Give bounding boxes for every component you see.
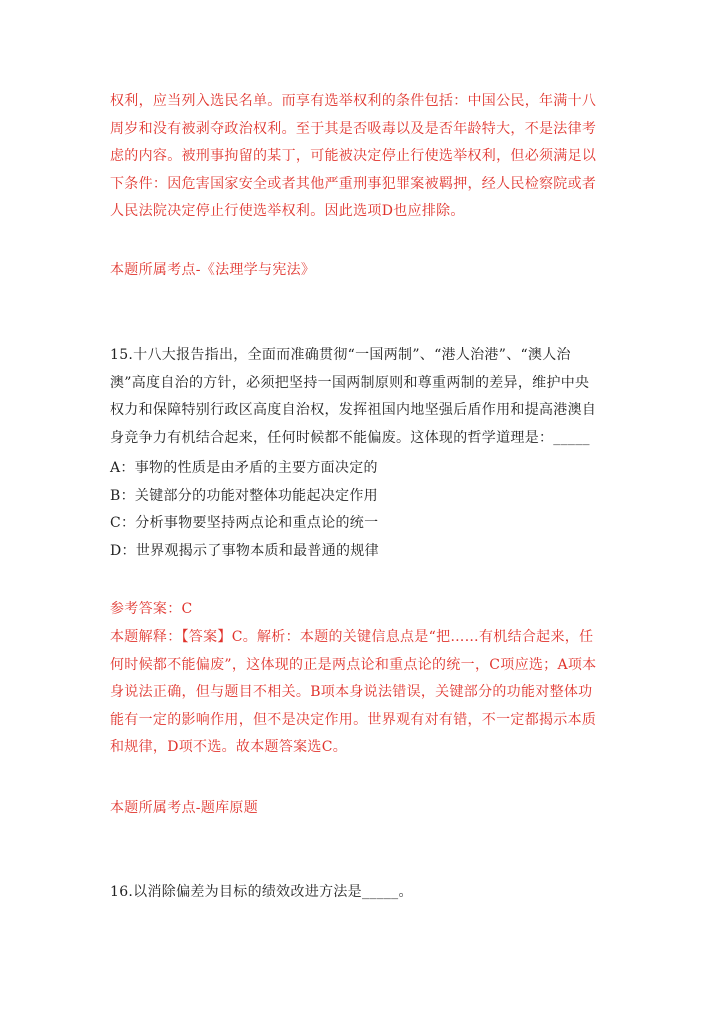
q14-explanation <box>110 88 615 226</box>
explanation-line: 虑的内容。被刑事拘留的某丁，可能被决定停止行使选举权利，但必须满足以 <box>110 148 597 164</box>
explanation-line: 能有一定的影响作用，但不是决定作用。世界观有对有错，不一定都揭示本质 <box>110 711 597 728</box>
explanation-line: 身说法正确，但与题目不相关。B项本身说法错误，关键部分的功能对整体功 <box>110 684 593 700</box>
option-c: C：分析事物要坚持两点论和重点论的统一 <box>110 515 379 531</box>
explanation-line: 人民法院决定停止行使选举权利。因此选项D也应排除。 <box>110 203 465 219</box>
stem-line: 16.以消除偏差为目标的绩效改进方法是_____。 <box>110 884 413 900</box>
q15-topic <box>110 795 615 823</box>
q14-topic <box>110 257 615 285</box>
stem-line: 澳”高度自治的方针，必须把坚持一国两制原则和尊重两制的差异，维护中央 <box>110 374 590 391</box>
q15-explanation <box>110 624 615 762</box>
q15-options <box>110 455 615 565</box>
explanation-line: 下条件：因危害国家安全或者其他严重刑事犯罪案被羁押，经人民检察院或者 <box>110 175 597 192</box>
explanation-line: 本题解释：【答案】C。解析：本题的关键信息点是“把……有机结合起来，任 <box>110 629 594 645</box>
answer-text: 参考答案：C <box>110 601 193 617</box>
option-a: A：事物的性质是由矛盾的主要方面决定的 <box>110 460 378 476</box>
q16-stem <box>110 879 615 907</box>
stem-line: 权力和保障特别行政区高度自治权，发挥祖国内地坚强后盾作用和提高港澳自 <box>110 402 597 418</box>
option-b: B：关键部分的功能对整体功能起决定作用 <box>110 487 378 504</box>
topic-text: 本题所属考点-《法理学与宪法》 <box>110 262 316 278</box>
q15-answer <box>110 596 615 624</box>
topic-text: 本题所属考点-题库原题 <box>110 800 259 816</box>
explanation-line: 周岁和没有被剥夺政治权利。至于其是否吸毒以及是否年龄特大，不是法律考 <box>110 120 597 137</box>
explanation-line: 何时候都不能偏废”，这体现的正是两点论和重点论的统一，C项应选；A项本 <box>110 656 597 673</box>
explanation-line: 权利，应当列入选民名单。而享有选举权利的条件包括：中国公民，年满十八 <box>110 93 597 109</box>
stem-line: 身竞争力有机结合起来，任何时候都不能偏废。这体现的哲学道理是：_____ <box>110 429 590 446</box>
option-d: D：世界观揭示了事物本质和最普通的规律 <box>110 542 379 559</box>
stem-line: 15.十八大报告指出，全面而准确贯彻“一国两制”、“港人治港”、“澳人治 <box>110 347 571 363</box>
explanation-line: 和规律，D项不选。故本题答案选C。 <box>110 739 348 755</box>
q15-stem <box>110 342 615 452</box>
